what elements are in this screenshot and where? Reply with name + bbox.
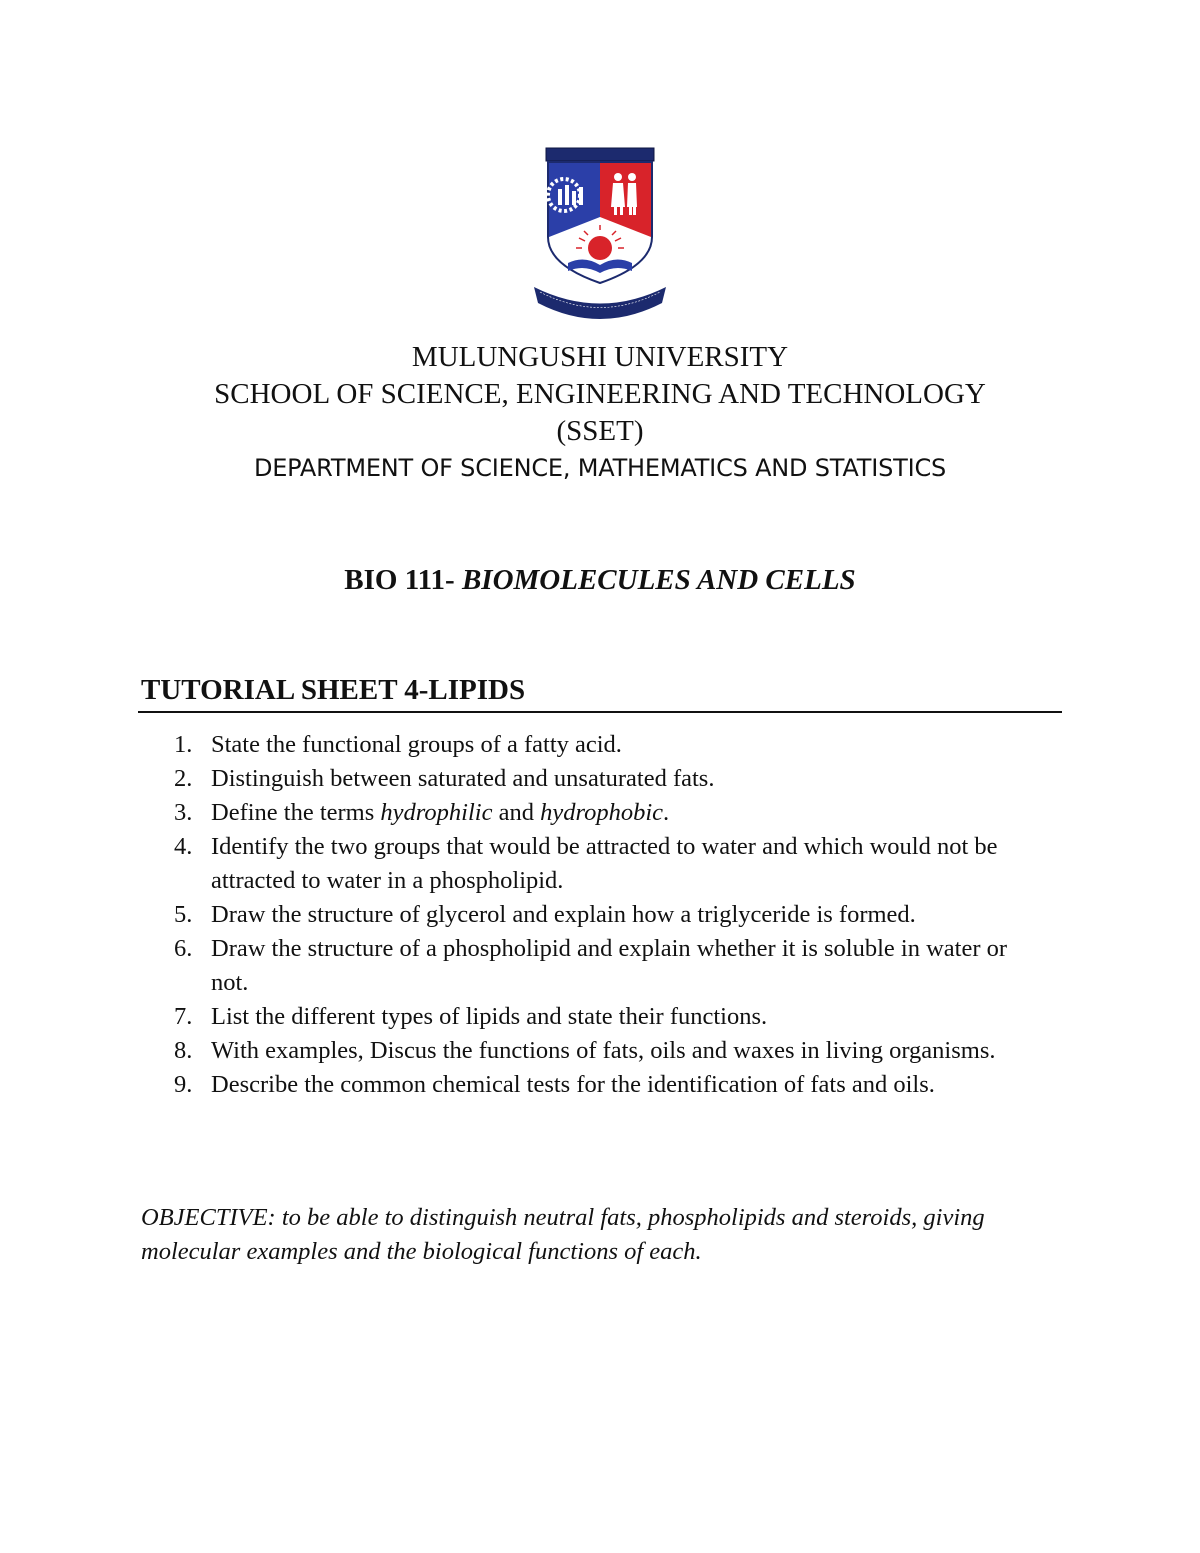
- question-text-part: and: [492, 799, 541, 826]
- list-item: [0, 762, 1200, 796]
- question-text-part: .: [663, 799, 670, 826]
- question-number: 3.: [174, 799, 193, 826]
- term-hydrophobic: hydrophobic: [540, 799, 664, 826]
- question-number: 6.: [174, 935, 193, 962]
- question-text: Distinguish between saturated and unsaturated fats.: [211, 765, 715, 792]
- list-item: [0, 1000, 1200, 1034]
- school-abbreviation: (SSET): [556, 415, 644, 447]
- list-item: [0, 932, 1200, 1000]
- question-number: 4.: [174, 833, 193, 860]
- list-item: [0, 1068, 1200, 1102]
- question-number: 5.: [174, 901, 193, 928]
- list-item: [0, 796, 1200, 830]
- list-item: [0, 898, 1200, 932]
- school-name: SCHOOL OF SCIENCE, ENGINEERING AND TECHNOLOGY: [214, 378, 986, 410]
- question-number: 2.: [174, 765, 193, 792]
- university-name: MULUNGUSHI UNIVERSITY: [411, 341, 789, 373]
- question-list: [0, 728, 1200, 1102]
- list-item: [0, 728, 1200, 762]
- university-logo: [528, 145, 672, 320]
- list-item: [0, 1034, 1200, 1068]
- question-text: Draw the structure of a phospholipid and explain whether it is soluble in water or not.: [211, 935, 1008, 996]
- question-text: List the different types of lipids and state their functions.: [211, 1003, 768, 1030]
- department-name: DEPARTMENT OF SCIENCE, MATHEMATICS AND STATISTICS: [253, 454, 947, 482]
- question-text-part: Define the terms: [211, 799, 381, 826]
- course-heading: [0, 561, 1200, 599]
- question-number: 9.: [174, 1071, 193, 1098]
- list-item: [0, 830, 1200, 898]
- question-text: Describe the common chemical tests for the identification of fats and oils.: [211, 1071, 935, 1098]
- question-text: Draw the structure of glycerol and explain how a triglyceride is formed.: [211, 901, 916, 928]
- course-code: BIO 111-: [344, 564, 455, 596]
- question-text: [211, 799, 669, 826]
- question-number: 7.: [174, 1003, 193, 1030]
- question-text: With examples, Discus the functions of fats, oils and waxes in living organisms.: [211, 1037, 996, 1064]
- title-underline: [138, 711, 1062, 713]
- question-number: 8.: [174, 1037, 193, 1064]
- objective-statement: OBJECTIVE: to be able to distinguish neutral fats, phospholipids and steroids, giving molecular examples and the biological functions of each.: [141, 1204, 985, 1265]
- sheet-title: TUTORIAL SHEET 4-LIPIDS: [141, 674, 526, 706]
- question-text: Identify the two groups that would be attracted to water and which would not be attracted to water in a phospholipid.: [211, 833, 998, 894]
- course-name: BIOMOLECULES AND CELLS: [461, 564, 856, 596]
- question-number: 1.: [174, 731, 193, 758]
- term-hydrophilic: hydrophilic: [380, 799, 493, 826]
- question-text: State the functional groups of a fatty acid.: [211, 731, 622, 758]
